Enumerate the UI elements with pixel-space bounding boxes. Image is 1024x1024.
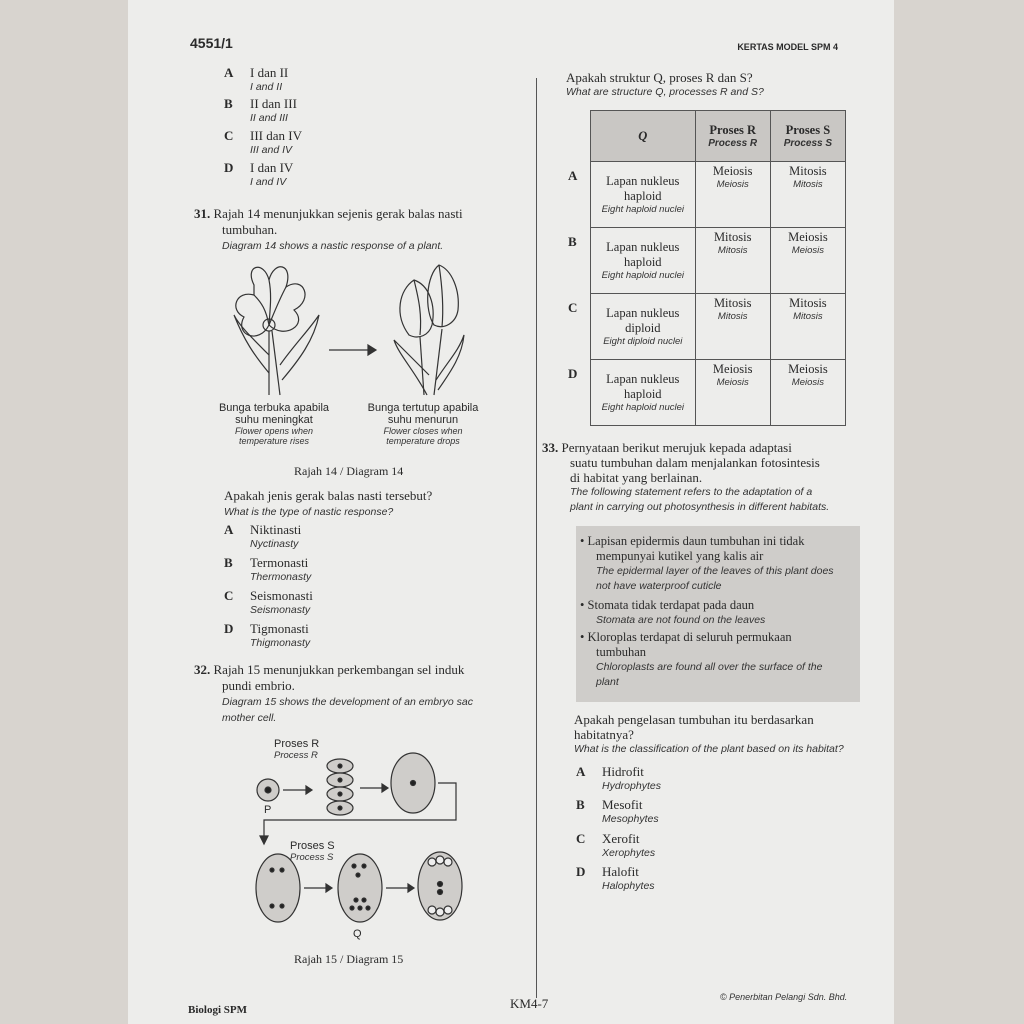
table-row: Lapan nukleus haploid Eight haploid nuclei Meiosis Meiosis Meiosis Meiosis [591,360,846,426]
background-left [0,0,128,1024]
footer-subject: Biologi SPM [188,1004,247,1016]
q31-question: Apakah jenis gerak balas nasti tersebut? What is the type of nastic response? [224,488,433,518]
diagram-14-label-right: Bunga tertutup apabila suhu menurun Flower closes when temperature drops [367,402,479,446]
q31-option-a: A Niktinasti Nyctinasty [224,522,302,550]
q33-option-d: D Halofit Halophytes [576,864,655,892]
footer-publisher: © Penerbitan Pelangi Sdn. Bhd. [720,992,848,1002]
q31-option-d: D Tigmonasti Thigmonasty [224,621,311,649]
table-row-letter-a: A [568,168,578,183]
question-32: 32. Rajah 15 menunjukkan perkembangan sel induk pundi embrio. Diagram 15 shows the development of an embryo sac mother cell. [194,662,473,724]
table-row-letter-b: B [568,234,577,249]
column-divider [536,78,537,998]
diagram-14-label-left: Bunga terbuka apabila suhu meningkat Flower opens when temperature rises [218,402,330,446]
table-row: Lapan nukleus diploid Eight diploid nuclei Mitosis Mitosis Mitosis Mitosis [591,294,846,360]
diagram-14-flowers [224,255,494,400]
header-r: Proses R Process R [695,111,770,162]
q32-table-question: Apakah struktur Q, proses R dan S? What are structure Q, processes R and S? [566,70,764,98]
paper-code: 4551/1 [190,35,233,51]
paper-series: KERTAS MODEL SPM 4 [737,42,838,52]
diagram-14-caption: Rajah 14 / Diagram 14 [294,464,404,478]
statement-bullet-2: • Stomata tidak terdapat pada daun Stomata are not found on the leaves [580,598,766,626]
q31-option-b: B Termonasti Thermonasty [224,555,312,583]
q33-option-c: C Xerofit Xerophytes [576,831,656,859]
question-31: 31. Rajah 14 menunjukkan sejenis gerak balas nasti tumbuhan. Diagram 14 shows a nastic response of a plant. [194,206,463,252]
process-s-label: Proses S Process S [290,840,335,863]
exam-page [128,0,894,1024]
q30-option-d: D I dan IV I and IV [224,160,294,188]
q30-option-a: A I dan II I and II [224,65,289,93]
q33-question: Apakah pengelasan tumbuhan itu berdasarkan habitatnya? What is the classification of the plant based on its habitat? [574,712,844,755]
answer-table [590,110,846,426]
process-r-label: Proses R Process R [274,738,320,761]
table-row-letter-c: C [568,300,578,315]
table-row-letter-d: D [568,366,578,381]
q30-option-c: C III dan IV III and IV [224,128,302,156]
q33-option-a: A Hidrofit Hydrophytes [576,764,661,792]
question-33: 33. Pernyataan berikut merujuk kepada adaptasi suatu tumbuhan dalam menjalankan fotosintesis di habitat yang berlainan. The following statement refers to the adaptation of a plant in carrying out photosynthesis in different habitats. [542,440,830,513]
q33-option-b: B Mesofit Mesophytes [576,797,659,825]
table-row: Lapan nukleus haploid Eight haploid nuclei Meiosis Meiosis Mitosis Mitosis [591,162,846,228]
diagram-15-caption: Rajah 15 / Diagram 15 [294,952,404,966]
label-p: P [264,804,272,816]
background-right [894,0,1024,1024]
table-row: Lapan nukleus haploid Eight haploid nuclei Mitosis Mitosis Meiosis Meiosis [591,228,846,294]
footer-page-number: KM4-7 [510,996,549,1011]
q30-option-b: B II dan III II and III [224,96,297,124]
q31-option-c: C Seismonasti Seismonasty [224,588,313,616]
label-q: Q [353,928,362,940]
diagram-15-embryo-sac [248,748,468,938]
header-s: Proses S Process S [770,111,845,162]
table-header-row [591,111,846,162]
header-q: Q [591,111,696,162]
statement-bullet-1: • Lapisan epidermis daun tumbuhan ini tidak mempunyai kutikel yang kalis air The epidermal layer of the leaves of this plant does not have waterproof cuticle [580,534,834,592]
statement-bullet-3: • Kloroplas terdapat di seluruh permukaan tumbuhan Chloroplasts are found all over the surface of the plant [580,630,823,688]
